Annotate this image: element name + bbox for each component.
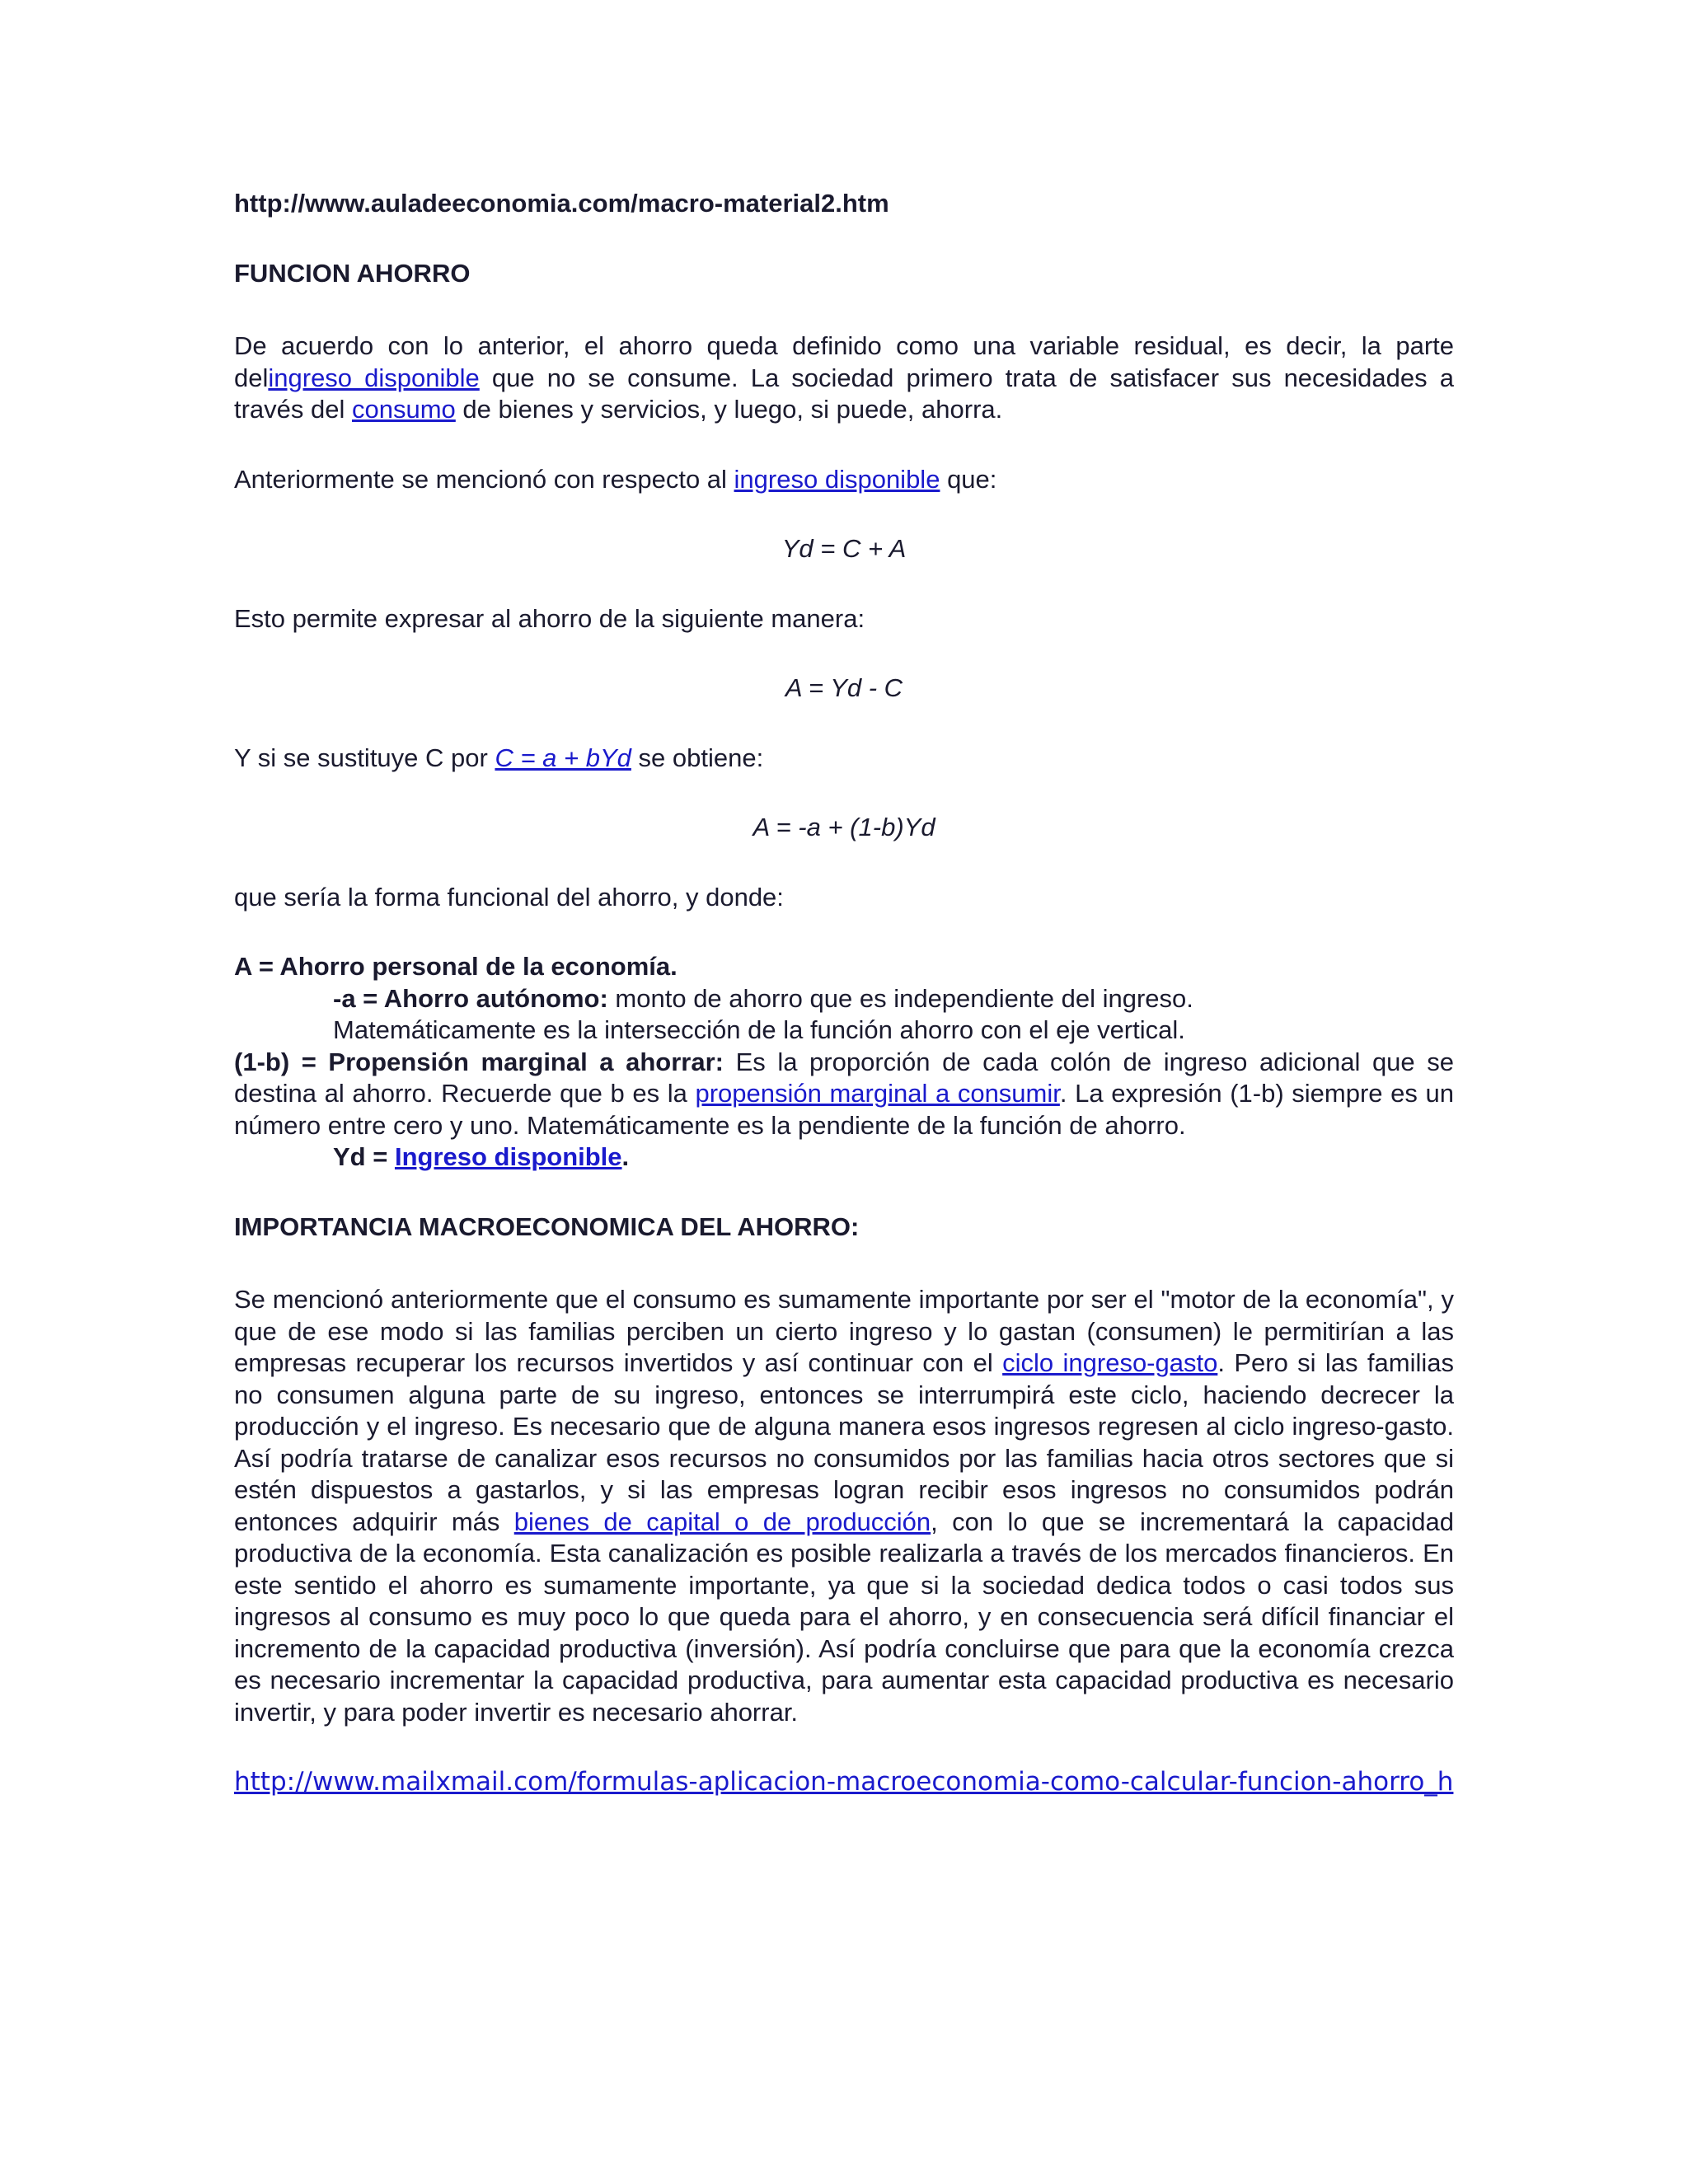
formula-a: A = Yd - C: [785, 673, 903, 702]
link-ingreso-disponible-2[interactable]: ingreso disponible: [734, 464, 940, 494]
link-consumo[interactable]: consumo: [352, 395, 456, 424]
link-ingreso-disponible[interactable]: ingreso disponible: [268, 363, 480, 392]
section-title-funcion-ahorro: FUNCION AHORRO: [234, 258, 471, 288]
paragraph-intro: De acuerdo con lo anterior, el ahorro queda definido como una variable residual, es decir, la parte delingreso disponible que no se consume. La sociedad primero trata de satisfacer sus necesidades a través del consumo de bienes y servicios, y luego, si puede, ahorra.: [234, 331, 1454, 424]
footer-source-link[interactable]: http://www.mailxmail.com/formulas-aplicacion-macroeconomia-como-calcular-funcion-ahorro_h: [234, 1767, 1454, 1797]
source-url: http://www.auladeeconomia.com/macro-material2.htm: [234, 189, 889, 218]
definition-yd: Yd = Ingreso disponible.: [333, 1142, 630, 1171]
link-propension-consumir[interactable]: propensión marginal a consumir: [695, 1079, 1060, 1108]
paragraph-expresar: Esto permite expresar al ahorro de la siguiente manera:: [234, 603, 865, 633]
formula-ahorro: A = -a + (1-b)Yd: [753, 813, 935, 841]
link-ingreso-disponible-3[interactable]: Ingreso disponible: [394, 1142, 622, 1171]
definitions-block: [234, 951, 1454, 1174]
paragraph-ingreso: Anteriormente se mencionó con respecto al ingreso disponible que:: [234, 464, 997, 494]
document-body: [234, 188, 1454, 1798]
definition-interseccion: Matemáticamente es la intersección de la función ahorro con el eje vertical.: [333, 1015, 1185, 1044]
definition-ahorro-autonomo: -a = Ahorro autónomo: monto de ahorro que es independiente del ingreso.: [333, 983, 1193, 1013]
definition-a: A = Ahorro personal de la economía.: [234, 952, 678, 981]
paragraph-forma-funcional: que sería la forma funcional del ahorro, y donde:: [234, 882, 784, 912]
formula-yd: Yd = C + A: [781, 534, 907, 563]
link-funcion-consumo[interactable]: C = a + bYd: [495, 743, 631, 772]
link-ciclo-ingreso-gasto[interactable]: ciclo ingreso-gasto: [1002, 1348, 1218, 1377]
section-title-importancia: IMPORTANCIA MACROECONOMICA DEL AHORRO:: [234, 1212, 860, 1241]
paragraph-importancia: Se mencionó anteriormente que el consumo es sumamente importante por ser el "motor de la economía", y que de ese modo si las familias perciben un cierto ingreso y lo gastan (consumen) le permitirían a las empresas recuperar los recursos invertidos y así continuar con el ciclo ingreso-gasto. Pero si las familias no consumen alguna parte de su ingreso, entonces se interrumpirá este ciclo, haciendo decrecer la producción y el ingreso. Es necesario que de alguna manera esos ingresos regresen al ciclo ingreso-gasto. Así podría tratarse de canalizar esos recursos no consumidos por las familias hacia otros sectores que si estén dispuestos a gastarlos, y si las empresas logran recibir esos ingresos no consumidos podrán entonces adquirir más bienes de capital o de producción, con lo que se incrementará la capacidad productiva de la economía. Esta canalización es posible realizarla a través de los mercados financieros. En este sentido el ahorro es sumamente importante, ya que si la sociedad dedica todos o casi todos sus ingresos al consumo es muy poco lo que queda para el ahorro, y en consecuencia será difícil financiar el incremento de la capacidad productiva (inversión). Así podría concluirse que para que la economía crezca es necesario incrementar la capacidad productiva, para aumentar esta capacidad productiva es necesario invertir, y para poder invertir es necesario ahorrar.: [234, 1285, 1455, 1727]
definition-propension-ahorrar: (1-b) = Propensión marginal a ahorrar: Es la proporción de cada colón de ingreso adicional que se destina al ahorro. Recuerde que b es la propensión marginal a consumir. La expresión (1-b) siempre es un número entre cero y uno. Matemáticamente es la pendiente de la función de ahorro.: [234, 1047, 1454, 1140]
link-bienes-capital[interactable]: bienes de capital o de producción: [513, 1507, 931, 1536]
paragraph-sustituye: Y si se sustituye C por C = a + bYd se obtiene:: [234, 743, 764, 772]
